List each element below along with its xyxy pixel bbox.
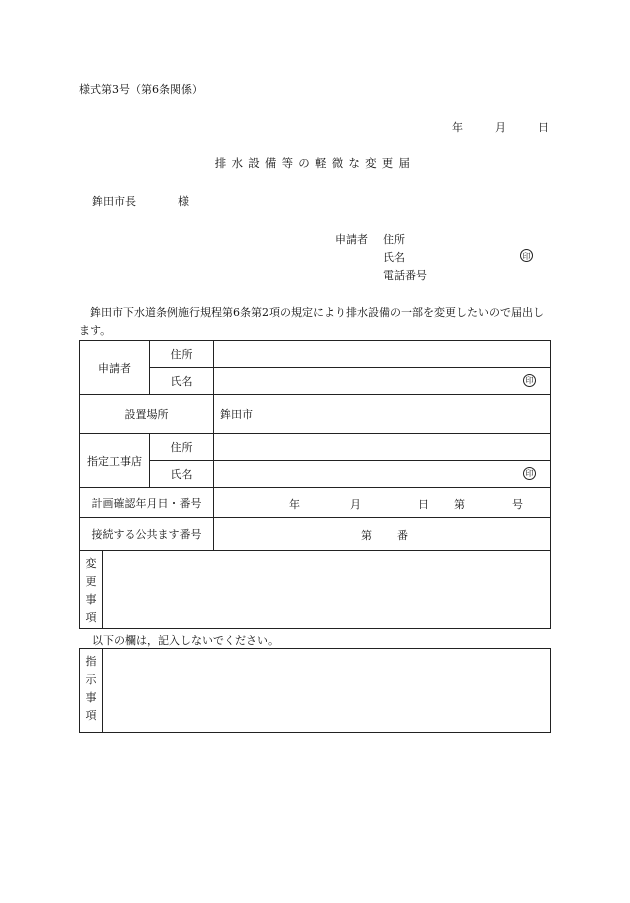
seal-mark: 印: [520, 249, 533, 262]
plan-label-cell: 計画確認年月日・番号: [80, 488, 214, 518]
contractor-label-cell: 指定工事店: [80, 434, 150, 488]
applicant-name-field[interactable]: [214, 368, 551, 395]
change-items-label: 変 更 事 項: [80, 551, 103, 629]
addressee-name: 鉾田市長: [92, 195, 136, 208]
applicant-address-label: 住所: [383, 233, 405, 246]
applicant-label-cell: 申請者: [80, 341, 150, 395]
applicant-address-label-cell: 住所: [150, 341, 214, 368]
change-items-field[interactable]: [103, 551, 551, 629]
body-text: 鉾田市下水道条例施行規程第6条第2項の規定により排水設備の一部を変更したいので届出します。: [79, 306, 544, 337]
contractor-address-field[interactable]: [214, 434, 551, 461]
contractor-name-field[interactable]: [214, 461, 551, 488]
contractor-name-label-cell: 氏名: [150, 461, 214, 488]
seal-mark: 印: [523, 467, 536, 480]
document-title: 排水設備等の軽微な変更届: [214, 156, 416, 170]
public-ban: 番: [397, 529, 408, 542]
day-label: 日: [538, 121, 549, 134]
location-label-cell: 設置場所: [80, 395, 214, 434]
instruction-label: 指 示 事 項: [80, 649, 103, 733]
applicant-phone-label: 電話番号: [383, 269, 427, 282]
applicant-address-field[interactable]: [214, 341, 551, 368]
plan-month: 月: [350, 497, 361, 511]
seal-mark: 印: [523, 374, 536, 387]
addressee: [92, 193, 189, 209]
form-number: 様式第3号（第6条関係）: [79, 83, 203, 96]
date-line: [452, 119, 549, 135]
year-label: 年: [452, 121, 463, 134]
instruction-field: [103, 649, 551, 733]
note-text: 以下の欄は，記入しないでください。: [92, 634, 279, 647]
contractor-address-label-cell: 住所: [150, 434, 214, 461]
plan-year: 年: [289, 497, 300, 511]
plan-go: 号: [512, 497, 523, 511]
plan-dai: 第: [454, 497, 465, 511]
plan-field[interactable]: [214, 488, 551, 518]
month-label: 月: [495, 121, 506, 134]
addressee-honorific: 様: [178, 195, 189, 208]
applicant-header-label: 申請者: [335, 233, 368, 246]
public-field[interactable]: [214, 518, 551, 551]
applicant-name-label: 氏名: [383, 251, 405, 264]
form-table: [79, 340, 551, 629]
applicant-name-label-cell: 氏名: [150, 368, 214, 395]
location-field[interactable]: 鉾田市: [214, 395, 551, 434]
plan-day: 日: [418, 497, 429, 511]
public-label-cell: 接続する公共ます番号: [80, 518, 214, 551]
instruction-table: [79, 648, 551, 733]
public-dai: 第: [361, 529, 372, 542]
